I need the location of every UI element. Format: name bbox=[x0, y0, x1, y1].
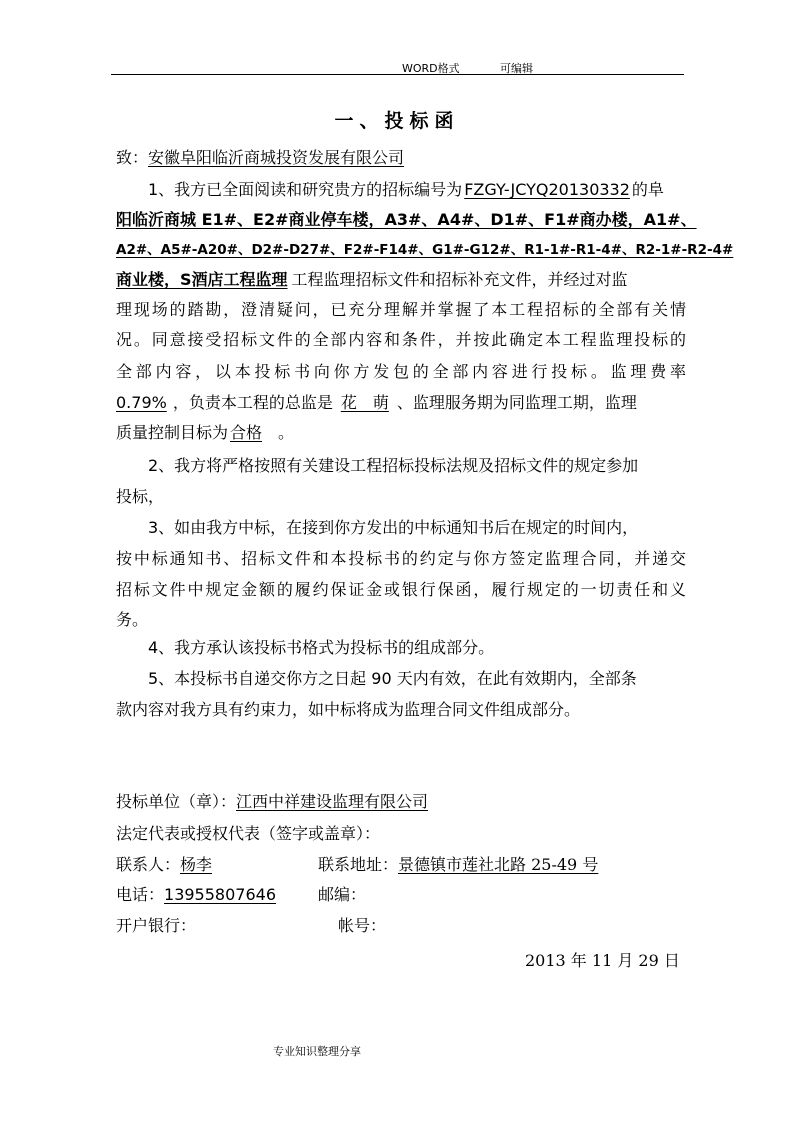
p3-line-3: 招标文件中规定金额的履约保证金或银行保函，履行规定的一切责任和义 bbox=[116, 580, 686, 599]
contact-person-line bbox=[116, 854, 242, 876]
recipient-line bbox=[116, 147, 686, 169]
contact-person: 杨李 bbox=[180, 855, 213, 874]
tender-number: FZGY-JCYQ20130332 bbox=[464, 180, 630, 199]
contact-label: 联系人： bbox=[116, 855, 181, 874]
bidder-unit-label: 投标单位（章）： bbox=[116, 792, 237, 811]
bank-line: 开户银行： bbox=[116, 916, 197, 935]
contact-address: 景德镇市莲社北路 25-49 号 bbox=[398, 855, 599, 874]
p1-line-3 bbox=[116, 239, 734, 261]
p1-text: 工程监理招标文件和招标补充文件，并经过对监 bbox=[291, 270, 628, 289]
phone-line bbox=[116, 884, 280, 906]
postcode-line: 邮编： bbox=[318, 885, 367, 904]
project-name-part: A2#、A5#-A20#、D2#-D27#、F2#-F14#、G1#-G12#、R1-1#-R1-4#、R2-1#-R2-4# bbox=[116, 242, 734, 258]
p1-line-2 bbox=[116, 209, 697, 231]
signing-date: 2013 年 11 月 29 日 bbox=[525, 951, 680, 970]
p1-line-9 bbox=[116, 422, 686, 444]
p1-line-7: 全部内容，以本投标书向你方发包的全部内容进行投标。监理费率 bbox=[116, 362, 686, 381]
phone-label: 电话： bbox=[116, 885, 165, 904]
quality-target: 合格 bbox=[230, 423, 263, 442]
p1-text: 1、我方已全面阅读和研究贵方的招标编号为 bbox=[148, 180, 463, 199]
footer-text: 专业知识整理分享 bbox=[273, 1045, 361, 1058]
bidder-unit-line bbox=[116, 791, 686, 813]
p2-line-2: 投标， bbox=[116, 487, 165, 506]
p1-line-1 bbox=[148, 179, 686, 201]
bidder-unit: 江西中祥建设监理有限公司 bbox=[236, 792, 429, 811]
representative-line: 法定代表或授权代表（签字或盖章）： bbox=[116, 824, 381, 843]
p1-text: ，负责本工程的总监是 bbox=[172, 393, 333, 412]
phone-number: 13955807646 bbox=[164, 885, 276, 904]
header-rule bbox=[111, 74, 684, 75]
p4-line-1: 4、我方承认该投标书格式为投标书的组成部分。 bbox=[148, 638, 495, 657]
p1-line-4 bbox=[116, 269, 686, 291]
address-line bbox=[318, 854, 598, 876]
p1-line-8 bbox=[116, 392, 686, 414]
p3-line-4: 务。 bbox=[116, 610, 149, 629]
p1-text: 、监理服务期为同监理工期，监理 bbox=[396, 393, 637, 412]
recipient-name: 安徽阜阳临沂商城投资发展有限公司 bbox=[148, 148, 405, 167]
p1-line-6: 况。同意接受招标文件的全部内容和条件，并按此确定本工程监理投标的 bbox=[116, 330, 686, 349]
document-title: 一、投标函 bbox=[334, 110, 460, 132]
p5-line-2: 款内容对我方具有约束力，如中标将成为监理合同文件组成部分。 bbox=[116, 700, 581, 719]
fee-rate: 0.79% bbox=[116, 393, 167, 412]
p2-line-1: 2、我方将严格按照有关建设工程招标投标法规及招标文件的规定参加 bbox=[148, 456, 639, 475]
chief-supervisor: 花 萌 bbox=[340, 393, 389, 412]
p1-text: 的阜 bbox=[631, 180, 664, 199]
p3-line-1: 3、如由我方中标，在接到你方发出的中标通知书后在规定的时间内， bbox=[148, 518, 639, 537]
p1-line-5: 理现场的踏勘，澄清疑问，已充分理解并掌握了本工程招标的全部有关情 bbox=[116, 300, 686, 319]
recipient-label: 致： bbox=[116, 148, 149, 167]
header-editable: 可编辑 bbox=[500, 62, 533, 75]
p3-line-2: 按中标通知书、招标文件和本投标书的约定与你方签定监理合同，并递交 bbox=[116, 549, 686, 568]
account-line: 帐号： bbox=[338, 916, 387, 935]
p1-text: 。 bbox=[278, 423, 295, 442]
p1-text: 质量控制目标为 bbox=[116, 423, 229, 442]
project-name-part: 阳临沂商城 E1#、E2#商业停车楼，A3#、A4#、D1#、F1#商办楼，A1#、 bbox=[116, 210, 697, 229]
project-name-part: 商业楼，S酒店工程监理 bbox=[116, 270, 288, 289]
header-word-format: WORD格式 bbox=[402, 62, 460, 75]
address-label: 联系地址： bbox=[318, 855, 399, 874]
p5-line-1: 5、本投标书自递交你方之日起 90 天内有效，在此有效期内，全部条 bbox=[148, 669, 637, 688]
